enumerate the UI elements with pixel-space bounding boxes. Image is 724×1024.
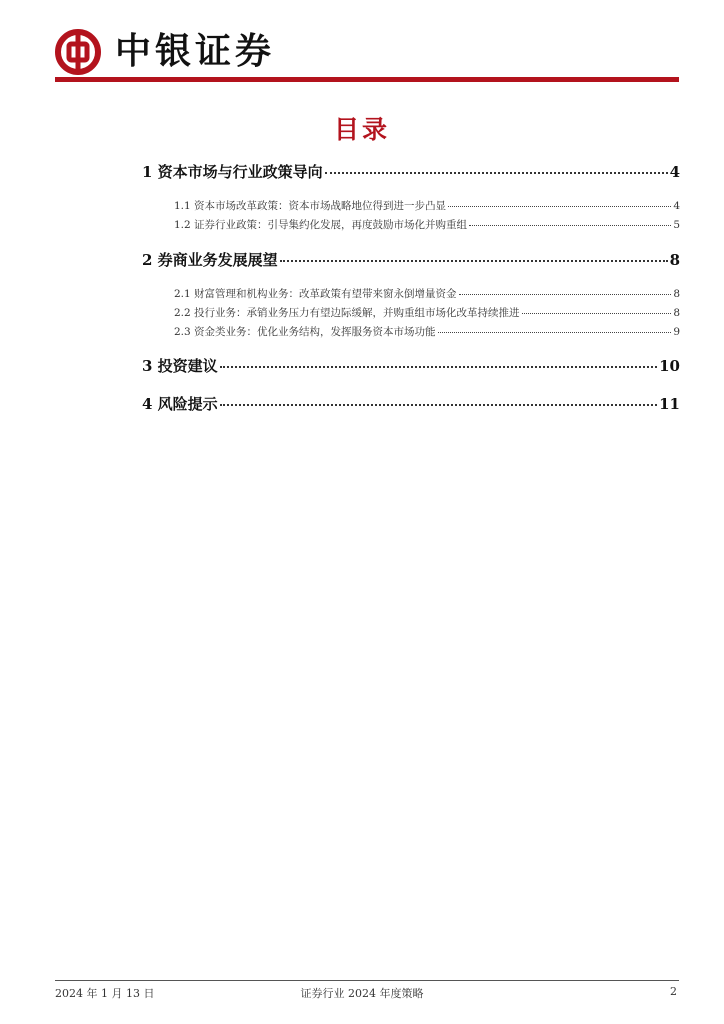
toc-entry-1-1[interactable] — [174, 197, 680, 213]
bank-of-china-logo-icon — [55, 29, 101, 75]
toc-entry-label: 2 券商业务发展展望 — [142, 251, 278, 269]
header-divider — [55, 77, 679, 82]
toc-entry-label: 1.2 证券行业政策：引导集约化发展，再度鼓励市场化并购重组 — [174, 218, 468, 231]
toc-leader-dots — [459, 283, 672, 295]
toc-leader-dots — [522, 302, 672, 314]
toc-entry-page: 10 — [659, 357, 680, 375]
toc-entry-2-2[interactable] — [174, 304, 680, 320]
toc-leader-dots — [438, 321, 672, 333]
toc-entry-page: 8 — [673, 287, 680, 300]
toc-entry-page: 4 — [673, 199, 680, 212]
toc-entry-page: 11 — [659, 395, 680, 413]
toc-entry-page: 4 — [669, 163, 680, 181]
toc-entry-4[interactable] — [142, 392, 680, 414]
toc-entry-label: 2.2 投行业务：承销业务压力有望边际缓解，并购重组市场化改革持续推进 — [174, 306, 520, 319]
toc-entry-2-1[interactable] — [174, 285, 680, 301]
toc-entry-label: 2.1 财富管理和机构业务：改革政策有望带来窗永倒增量资金 — [174, 287, 457, 300]
toc-entry-page: 9 — [673, 325, 680, 338]
page-header — [55, 28, 679, 78]
toc-entry-page: 8 — [673, 306, 680, 319]
toc-entry-label: 4 风险提示 — [142, 395, 218, 413]
toc-entry-label: 1 资本市场与行业政策导向 — [142, 163, 323, 181]
toc-entry-label: 3 投资建议 — [142, 357, 218, 375]
toc-leader-dots — [220, 389, 657, 406]
toc-entry-page: 5 — [673, 218, 680, 231]
brand-name: 中银证券 — [115, 31, 276, 72]
toc-entry-2[interactable] — [142, 248, 680, 270]
toc-leader-dots — [220, 351, 657, 368]
toc-entry-1[interactable] — [142, 160, 680, 182]
toc-leader-dots — [448, 195, 671, 207]
toc-entry-3[interactable] — [142, 354, 680, 376]
toc-title: 目录 — [333, 115, 390, 144]
footer-divider — [55, 980, 679, 981]
toc-entry-1-2[interactable] — [174, 216, 680, 232]
toc-entry-page: 8 — [669, 251, 680, 269]
toc-entry-label: 2.3 资金类业务：优化业务结构，发挥服务资本市场功能 — [174, 325, 436, 338]
footer-report-title: 证券行业 2024 年度策略 — [300, 987, 424, 1000]
toc-entry-2-3[interactable] — [174, 323, 680, 339]
toc-leader-dots — [469, 214, 671, 226]
footer-page-number: 2 — [670, 985, 677, 998]
toc-leader-dots — [325, 157, 668, 174]
footer-date: 2024 年 1 月 13 日 — [55, 987, 155, 1000]
toc-leader-dots — [280, 245, 668, 262]
toc-entry-label: 1.1 资本市场改革政策：资本市场战略地位得到进一步凸显 — [174, 199, 447, 212]
